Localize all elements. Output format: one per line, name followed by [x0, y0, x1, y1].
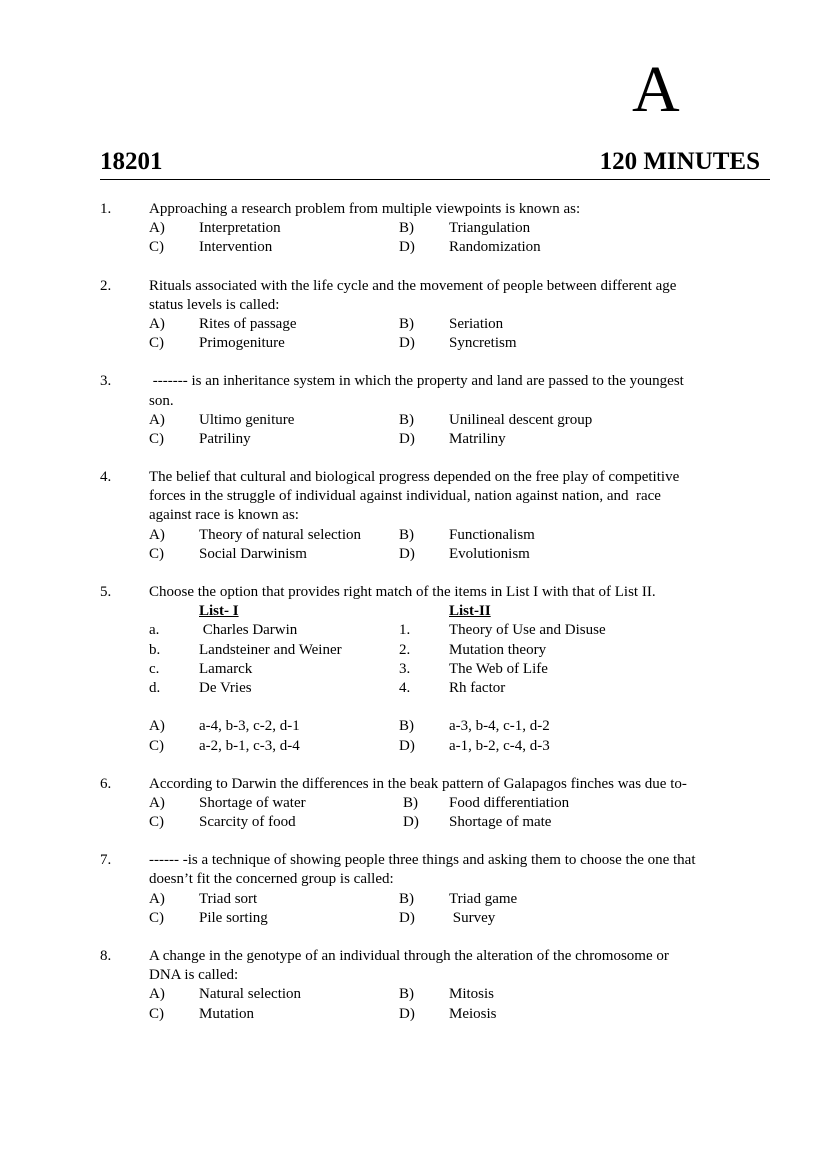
question-stem: Approaching a research problem from multiple viewpoints is known as:	[149, 201, 581, 217]
option-label: B)	[399, 718, 414, 735]
match-right-text: Mutation theory	[449, 641, 547, 658]
match-right-label: 4.	[399, 679, 411, 696]
option-text: Triangulation	[449, 220, 531, 237]
option-text: Functionalism	[449, 526, 535, 543]
match-left-text: Lamarck	[199, 660, 253, 677]
question-stem: Rituals associated with the life cycle and the movement of people between different age	[149, 277, 677, 294]
option-text: Intervention	[199, 239, 273, 256]
options-row	[0, 334, 826, 353]
option-text: Theory of natural selection	[199, 526, 362, 543]
options-row	[0, 219, 826, 238]
option-text: Randomization	[449, 239, 541, 256]
list-one-header: List- I	[199, 603, 239, 620]
question-4	[0, 468, 826, 564]
paper-code: 18201	[100, 148, 163, 175]
option-text: a-1, b-2, c-4, d-3	[449, 737, 550, 754]
match-left-text: Landsteiner and Weiner	[199, 641, 342, 658]
question-stem: status levels is called:	[149, 296, 280, 313]
question-stem: According to Darwin the differences in the beak pattern of Galapagos finches was due to-	[149, 775, 687, 792]
option-text: Shortage of mate	[449, 814, 552, 831]
question-number: 8.	[100, 948, 112, 964]
option-label: C)	[149, 430, 164, 447]
option-label: D)	[399, 545, 415, 562]
list-two-header: List-II	[449, 603, 491, 620]
option-label: C)	[149, 1005, 164, 1022]
option-text: Triad game	[449, 890, 518, 907]
match-left-label: a.	[149, 622, 160, 639]
match-left-label: d.	[149, 679, 161, 696]
option-label: A)	[149, 986, 165, 1003]
option-label: B)	[399, 411, 414, 428]
question-stem: Choose the option that provides right match of the items in List I with that of List II.	[149, 584, 656, 600]
header-divider	[100, 179, 770, 180]
match-right-label: 3.	[399, 660, 411, 677]
option-text: Natural selection	[199, 986, 302, 1003]
question-number: 4.	[100, 469, 112, 486]
option-text: Survey	[449, 909, 496, 926]
question-stem: doesn’t fit the concerned group is called:	[149, 871, 394, 888]
match-left-text: De Vries	[199, 679, 252, 696]
option-text: Mitosis	[449, 986, 495, 1003]
options-row	[0, 315, 826, 334]
option-label: A)	[149, 890, 165, 907]
option-label: D)	[399, 239, 415, 256]
option-text: Triad sort	[199, 890, 258, 907]
options-row	[0, 717, 826, 736]
option-text: Scarcity of food	[199, 814, 296, 831]
question-8	[0, 947, 826, 1024]
option-label: C)	[149, 335, 164, 352]
option-label: D)	[399, 335, 415, 352]
option-label: C)	[149, 737, 164, 754]
question-5	[0, 583, 826, 756]
option-label: D)	[403, 814, 419, 831]
question-stem: son.	[149, 392, 174, 409]
options-row	[0, 526, 826, 545]
match-left-label: c.	[149, 660, 160, 677]
question-stem: The belief that cultural and biological progress depended on the free play of competitive	[149, 469, 680, 486]
option-label: A)	[149, 526, 165, 543]
question-stem: DNA is called:	[149, 967, 239, 984]
question-2	[0, 277, 826, 354]
option-text: Mutation	[199, 1005, 254, 1022]
question-number: 7.	[100, 852, 112, 869]
options-row	[0, 545, 826, 564]
match-right-text: The Web of Life	[449, 660, 548, 677]
options-row	[0, 985, 826, 1004]
question-stem: against race is known as:	[149, 507, 299, 524]
option-label: B)	[399, 890, 414, 907]
option-text: Interpretation	[199, 220, 281, 237]
match-row	[0, 679, 826, 698]
exam-duration: 120 MINUTES	[599, 148, 760, 175]
match-row	[0, 660, 826, 679]
question-number: 5.	[100, 584, 112, 600]
option-text: a-4, b-3, c-2, d-1	[199, 718, 300, 735]
question-number: 2.	[100, 277, 112, 294]
options-row	[0, 238, 826, 257]
option-label: A)	[149, 718, 165, 735]
question-number: 3.	[100, 373, 112, 390]
options-row	[0, 737, 826, 756]
option-text: Primogeniture	[199, 335, 285, 352]
match-left-text: Charles Darwin	[199, 622, 298, 639]
option-text: Evolutionism	[449, 545, 530, 562]
option-label: A)	[149, 315, 165, 332]
option-text: Syncretism	[449, 335, 517, 352]
match-row	[0, 641, 826, 660]
question-stem: forces in the struggle of individual against individual, nation against nation, and race	[149, 488, 661, 505]
option-text: Matriliny	[449, 430, 506, 447]
match-right-label: 1.	[399, 622, 411, 639]
options-row	[0, 430, 826, 449]
option-text: Patriliny	[199, 430, 251, 447]
spacer	[0, 698, 826, 717]
option-label: B)	[403, 794, 418, 811]
option-label: B)	[399, 986, 414, 1003]
question-3	[0, 372, 826, 449]
option-label: C)	[149, 545, 164, 562]
option-text: Shortage of water	[199, 794, 306, 811]
option-text: a-2, b-1, c-3, d-4	[199, 737, 300, 754]
option-label: D)	[399, 430, 415, 447]
question-1	[0, 200, 826, 258]
option-text: Food differentiation	[449, 794, 570, 811]
question-7	[0, 851, 826, 928]
option-label: B)	[399, 220, 414, 237]
question-stem: A change in the genotype of an individual through the alteration of the chromosome or	[149, 948, 669, 964]
option-label: D)	[399, 909, 415, 926]
options-row	[0, 411, 826, 430]
option-text: Meiosis	[449, 1005, 497, 1022]
options-row	[0, 909, 826, 928]
match-right-label: 2.	[399, 641, 411, 658]
option-label: A)	[149, 794, 165, 811]
option-text: Unilineal descent group	[449, 411, 593, 428]
option-label: C)	[149, 814, 164, 831]
question-number: 6.	[100, 775, 112, 792]
option-text: Seriation	[449, 315, 504, 332]
match-row	[0, 621, 826, 640]
match-right-text: Rh factor	[449, 679, 506, 696]
question-6	[0, 775, 826, 833]
options-row	[0, 890, 826, 909]
option-label: C)	[149, 239, 164, 256]
option-label: B)	[399, 315, 414, 332]
option-text: a-3, b-4, c-1, d-2	[449, 718, 550, 735]
option-label: A)	[149, 220, 165, 237]
options-row	[0, 794, 826, 813]
option-label: A)	[149, 411, 165, 428]
option-label: C)	[149, 909, 164, 926]
question-stem: ------ -is a technique of showing people three things and asking them to choose the one that	[149, 852, 696, 869]
option-text: Ultimo geniture	[199, 411, 295, 428]
options-row	[0, 1005, 826, 1024]
match-right-text: Theory of Use and Disuse	[449, 622, 606, 639]
option-text: Pile sorting	[199, 909, 268, 926]
question-number: 1.	[100, 201, 112, 217]
list-headers	[0, 602, 826, 621]
question-stem: ------- is an inheritance system in which the property and land are passed to the youngest	[149, 373, 684, 390]
option-text: Social Darwinism	[199, 545, 307, 562]
series-letter: A	[632, 53, 680, 126]
option-label: B)	[399, 526, 414, 543]
match-left-label: b.	[149, 641, 161, 658]
question-list	[0, 200, 826, 1043]
option-label: D)	[399, 737, 415, 754]
option-label: D)	[399, 1005, 415, 1022]
options-row	[0, 813, 826, 832]
option-text: Rites of passage	[199, 315, 297, 332]
